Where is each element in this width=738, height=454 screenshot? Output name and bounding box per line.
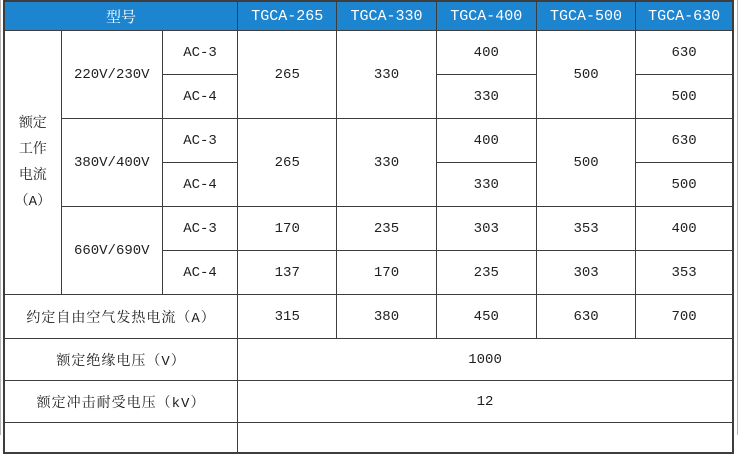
insulation-voltage-label-cell: 额定绝缘电压（V） [4,339,238,381]
current-value-cell: 630 [636,31,733,75]
current-value-cell: 265 [238,119,337,207]
current-value-cell: 400 [436,119,536,163]
current-value-cell: 303 [436,207,536,251]
row-660v-ac3 [4,207,733,251]
current-value-cell: 400 [636,207,733,251]
current-value-cell: 630 [636,119,733,163]
current-value-cell: 265 [238,31,337,119]
partial-label-cell [4,423,238,453]
thermal-current-value-cell: 450 [436,295,536,339]
row-220v-ac3 [4,31,733,75]
rated-current-label-line: 电流 [18,167,47,184]
current-value-cell: 500 [536,119,635,207]
thermal-current-value-cell: 700 [636,295,733,339]
voltage-cell-380v: 380V/400V [61,119,162,207]
rated-current-label-line: 工作 [18,141,47,158]
thermal-current-value-cell: 630 [536,295,635,339]
current-value-cell: 330 [337,31,436,119]
insulation-voltage-value-cell: 1000 [238,339,733,381]
category-cell-ac3: AC-3 [162,31,237,75]
current-value-cell: 170 [337,251,436,295]
model-name-tgca400: TGCA-400 [436,1,536,31]
thermal-current-value-cell: 380 [337,295,436,339]
category-cell-ac4: AC-4 [162,163,237,207]
model-name-tgca265: TGCA-265 [238,1,337,31]
current-value-cell: 235 [337,207,436,251]
model-name-tgca500: TGCA-500 [536,1,635,31]
voltage-cell-220v: 220V/230V [61,31,162,119]
rated-current-label-line: （A） [14,193,52,210]
current-value-cell: 400 [436,31,536,75]
current-value-cell: 500 [536,31,635,119]
impulse-voltage-label-cell: 额定冲击耐受电压（kV） [4,381,238,423]
category-cell-ac4: AC-4 [162,75,237,119]
current-value-cell: 137 [238,251,337,295]
row-impulse-voltage [4,381,733,423]
current-value-cell: 330 [337,119,436,207]
voltage-cell-660v: 660V/690V [61,207,162,295]
thermal-current-label-cell: 约定自由空气发热电流（A） [4,295,238,339]
row-partial-cutoff [4,423,733,453]
model-name-tgca630: TGCA-630 [636,1,733,31]
category-cell-ac4: AC-4 [162,251,237,295]
contactor-spec-table [3,0,734,454]
current-value-cell: 330 [436,163,536,207]
model-header-cell: 型号 [4,1,238,31]
current-value-cell: 353 [636,251,733,295]
impulse-voltage-value-cell: 12 [238,381,733,423]
category-cell-ac3: AC-3 [162,119,237,163]
rated-current-label-line: 额定 [18,115,47,132]
rated-current-label-cell [4,31,61,295]
current-value-cell: 235 [436,251,536,295]
current-value-cell: 500 [636,163,733,207]
partial-value-cell [238,423,733,453]
current-value-cell: 353 [536,207,635,251]
current-value-cell: 500 [636,75,733,119]
row-insulation-voltage [4,339,733,381]
category-cell-ac3: AC-3 [162,207,237,251]
thermal-current-value-cell: 315 [238,295,337,339]
screenshot-left-edge [0,0,1,435]
current-value-cell: 303 [536,251,635,295]
current-value-cell: 330 [436,75,536,119]
current-value-cell: 170 [238,207,337,251]
header-row [4,1,733,31]
model-name-tgca330: TGCA-330 [337,1,436,31]
row-thermal-current [4,295,733,339]
row-380v-ac3 [4,119,733,163]
